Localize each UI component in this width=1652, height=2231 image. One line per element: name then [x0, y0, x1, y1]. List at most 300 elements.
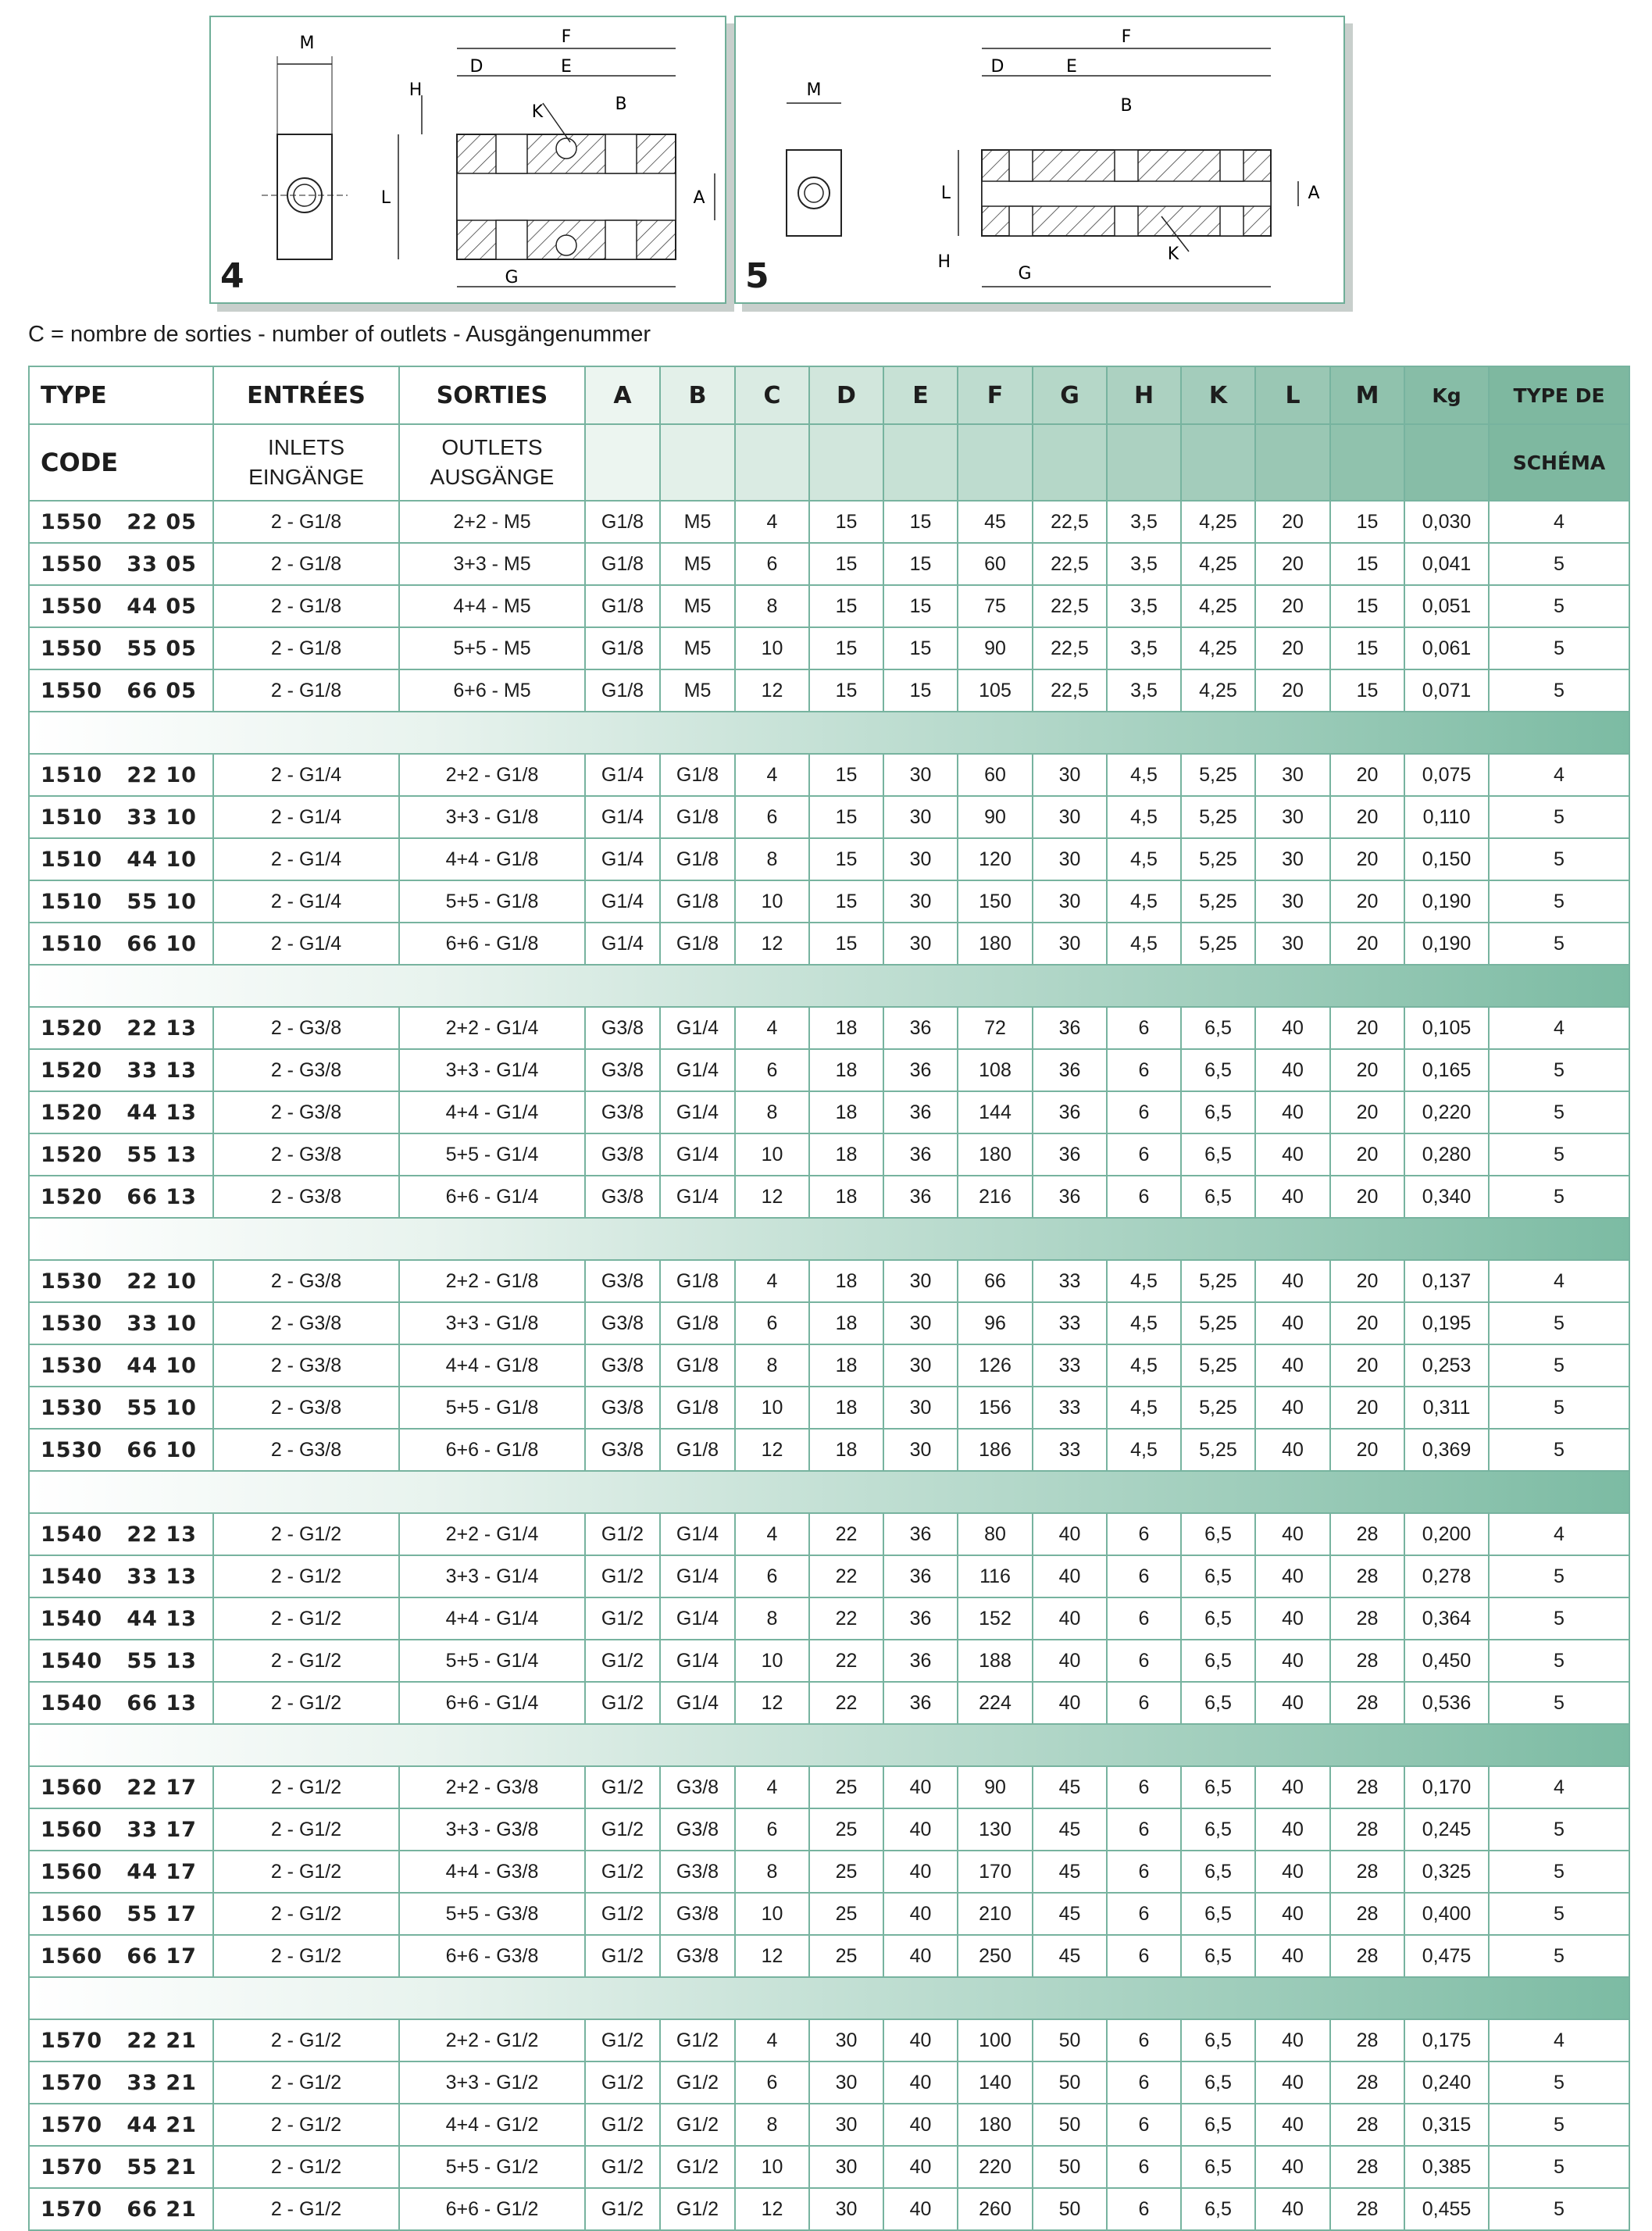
table-cell: 15: [1330, 585, 1404, 627]
table-cell: 22: [809, 1597, 883, 1640]
table-cell: 20: [1330, 754, 1404, 796]
table-cell: 15: [809, 543, 883, 585]
table-cell: 0,315: [1404, 2104, 1489, 2146]
table-cell: 156: [958, 1387, 1033, 1429]
table-cell: 4+4 - G1/4: [399, 1597, 585, 1640]
table-cell: 4,25: [1181, 669, 1255, 712]
table-cell: 186: [958, 1429, 1033, 1471]
table-cell: M5: [660, 585, 735, 627]
table-cell: 20: [1330, 1091, 1404, 1133]
table-cell: G3/8: [585, 1133, 660, 1176]
header-col-a: A: [585, 366, 660, 424]
table-cell: 5: [1489, 543, 1629, 585]
table-cell: G1/4: [660, 1007, 735, 1049]
table-cell: 6: [1107, 1555, 1181, 1597]
table-cell: 15: [809, 585, 883, 627]
table-cell: 5: [1489, 1429, 1629, 1471]
table-cell: 0,041: [1404, 543, 1489, 585]
group-separator-bar: [29, 1218, 1629, 1260]
table-cell: 40: [1255, 1766, 1330, 1808]
table-cell: 2 - G1/2: [213, 1808, 399, 1851]
table-cell: 5: [1489, 1555, 1629, 1597]
table-cell: 6: [735, 796, 809, 838]
table-cell: 0,536: [1404, 1682, 1489, 1724]
table-cell: G1/8: [660, 1302, 735, 1344]
table-cell: G3/8: [585, 1091, 660, 1133]
table-cell: 36: [883, 1049, 958, 1091]
table-cell: 40: [1255, 2104, 1330, 2146]
table-cell: 4+4 - G3/8: [399, 1851, 585, 1893]
header-schema: SCHÉMA: [1489, 424, 1629, 501]
table-cell: 140: [958, 2061, 1033, 2104]
table-cell: 2 - G1/2: [213, 2188, 399, 2230]
table-cell: 5: [1489, 1302, 1629, 1344]
table-cell: 30: [1255, 838, 1330, 880]
table-cell: 5+5 - G1/4: [399, 1133, 585, 1176]
table-cell: 5: [1489, 1808, 1629, 1851]
type-code: 1560 66 17: [29, 1935, 213, 1977]
table-cell: 30: [809, 2104, 883, 2146]
table-cell: 120: [958, 838, 1033, 880]
table-row: [29, 627, 1629, 669]
table-cell: 40: [883, 1935, 958, 1977]
table-cell: 5+5 - G1/8: [399, 880, 585, 923]
table-row: [29, 1682, 1629, 1724]
specification-table: [28, 366, 1630, 2231]
label-K: K: [531, 102, 544, 122]
table-cell: G3/8: [660, 1808, 735, 1851]
table-cell: G1/4: [585, 754, 660, 796]
table-cell: 180: [958, 1133, 1033, 1176]
table-cell: 5: [1489, 669, 1629, 712]
table-cell: 10: [735, 1387, 809, 1429]
table-cell: 30: [1033, 754, 1107, 796]
header-col-c: C: [735, 366, 809, 424]
table-cell: 40: [1255, 1682, 1330, 1724]
table-cell: 0,195: [1404, 1302, 1489, 1344]
table-cell: 2 - G3/8: [213, 1091, 399, 1133]
table-cell: 5: [1489, 1091, 1629, 1133]
table-cell: 6,5: [1181, 2188, 1255, 2230]
table-cell: 30: [1033, 923, 1107, 965]
type-code: 1540 66 13: [29, 1682, 213, 1724]
table-cell: 18: [809, 1302, 883, 1344]
table-cell: 28: [1330, 1555, 1404, 1597]
table-cell: 5: [1489, 627, 1629, 669]
type-code: 1540 44 13: [29, 1597, 213, 1640]
table-cell: G3/8: [660, 1851, 735, 1893]
table-cell: G1/2: [660, 2061, 735, 2104]
table-cell: 5+5 - G1/4: [399, 1640, 585, 1682]
table-cell: 12: [735, 1176, 809, 1218]
header-entrees: ENTRÉES: [213, 366, 399, 424]
table-cell: 0,385: [1404, 2146, 1489, 2188]
table-cell: G1/8: [660, 880, 735, 923]
table-row: [29, 754, 1629, 796]
table-row: [29, 2188, 1629, 2230]
table-cell: 0,455: [1404, 2188, 1489, 2230]
table-cell: 20: [1255, 543, 1330, 585]
table-cell: G3/8: [585, 1007, 660, 1049]
table-cell: 6,5: [1181, 1007, 1255, 1049]
table-cell: 50: [1033, 2104, 1107, 2146]
table-cell: 6: [1107, 1007, 1181, 1049]
label-E: E: [561, 57, 572, 77]
table-cell: 4,25: [1181, 543, 1255, 585]
table-cell: G3/8: [585, 1344, 660, 1387]
table-cell: 2 - G1/8: [213, 543, 399, 585]
table-cell: 220: [958, 2146, 1033, 2188]
table-cell: 6: [735, 1302, 809, 1344]
table-cell: 40: [1255, 1429, 1330, 1471]
type-code: 1570 55 21: [29, 2146, 213, 2188]
table-cell: 30: [883, 880, 958, 923]
table-cell: 6: [1107, 1640, 1181, 1682]
header-blank: [1107, 424, 1181, 501]
label-H: H: [409, 80, 423, 100]
table-cell: 30: [1255, 923, 1330, 965]
group-separator: [29, 1471, 1629, 1513]
table-cell: 0,450: [1404, 1640, 1489, 1682]
header-blank: [585, 424, 660, 501]
table-cell: 36: [1033, 1091, 1107, 1133]
table-cell: 22,5: [1033, 543, 1107, 585]
table-cell: 10: [735, 1640, 809, 1682]
label-F: F: [1121, 27, 1132, 47]
table-cell: 40: [1255, 1260, 1330, 1302]
header-inlets-de: EINGÄNGE: [248, 465, 364, 489]
table-cell: 152: [958, 1597, 1033, 1640]
table-cell: 216: [958, 1176, 1033, 1218]
table-cell: 4+4 - G1/2: [399, 2104, 585, 2146]
table-cell: G1/4: [660, 1049, 735, 1091]
table-cell: 30: [809, 2019, 883, 2061]
table-cell: 2 - G1/2: [213, 1555, 399, 1597]
table-cell: 0,369: [1404, 1429, 1489, 1471]
table-cell: 3+3 - G1/4: [399, 1049, 585, 1091]
table-cell: 5: [1489, 1935, 1629, 1977]
label-B: B: [1120, 96, 1133, 116]
table-cell: 2 - G1/8: [213, 501, 399, 543]
table-cell: G1/4: [585, 880, 660, 923]
table-cell: 10: [735, 1133, 809, 1176]
table-cell: 40: [1255, 2061, 1330, 2104]
table-cell: 2 - G1/2: [213, 2061, 399, 2104]
table-cell: 28: [1330, 2019, 1404, 2061]
table-cell: 2 - G1/2: [213, 2146, 399, 2188]
table-cell: 10: [735, 2146, 809, 2188]
table-cell: 0,051: [1404, 585, 1489, 627]
table-cell: 50: [1033, 2019, 1107, 2061]
table-cell: G1/4: [660, 1176, 735, 1218]
table-cell: 5: [1489, 1851, 1629, 1893]
table-cell: 0,110: [1404, 796, 1489, 838]
header-col-f: F: [958, 366, 1033, 424]
table-cell: 0,400: [1404, 1893, 1489, 1935]
table-cell: G1/2: [660, 2146, 735, 2188]
table-cell: 15: [1330, 669, 1404, 712]
table-cell: 2 - G3/8: [213, 1429, 399, 1471]
table-cell: 6,5: [1181, 1766, 1255, 1808]
type-code: 1570 22 21: [29, 2019, 213, 2061]
table-cell: 40: [1033, 1597, 1107, 1640]
table-cell: 2 - G3/8: [213, 1007, 399, 1049]
table-cell: G1/8: [585, 669, 660, 712]
table-cell: 15: [809, 796, 883, 838]
table-cell: G1/4: [660, 1640, 735, 1682]
table-cell: 144: [958, 1091, 1033, 1133]
table-cell: 28: [1330, 2061, 1404, 2104]
table-cell: 2 - G3/8: [213, 1133, 399, 1176]
table-cell: 15: [809, 754, 883, 796]
table-cell: 5: [1489, 1133, 1629, 1176]
table-cell: 6: [1107, 1766, 1181, 1808]
table-cell: 40: [1255, 1597, 1330, 1640]
table-row: [29, 1007, 1629, 1049]
table-cell: 5: [1489, 1049, 1629, 1091]
header-col-d: D: [809, 366, 883, 424]
table-cell: 15: [809, 627, 883, 669]
table-cell: 170: [958, 1851, 1033, 1893]
table-cell: 40: [1255, 1344, 1330, 1387]
table-cell: 6,5: [1181, 2061, 1255, 2104]
table-cell: 5,25: [1181, 880, 1255, 923]
table-cell: 40: [883, 2019, 958, 2061]
header-col-kg: Kg: [1404, 366, 1489, 424]
type-code: 1520 22 13: [29, 1007, 213, 1049]
table-cell: G1/4: [660, 1682, 735, 1724]
table-cell: 0,325: [1404, 1851, 1489, 1893]
table-row: [29, 1091, 1629, 1133]
table-cell: 5,25: [1181, 1302, 1255, 1344]
table-cell: 2 - G1/8: [213, 669, 399, 712]
table-cell: 6: [1107, 1682, 1181, 1724]
table-cell: 33: [1033, 1344, 1107, 1387]
table-cell: 20: [1330, 1007, 1404, 1049]
table-cell: 5: [1489, 2104, 1629, 2146]
table-cell: 2 - G1/2: [213, 1640, 399, 1682]
table-cell: 4: [735, 1513, 809, 1555]
table-cell: 5: [1489, 1682, 1629, 1724]
table-cell: 0,364: [1404, 1597, 1489, 1640]
table-cell: G1/2: [585, 1808, 660, 1851]
table-row: [29, 1766, 1629, 1808]
table-row: [29, 1302, 1629, 1344]
table-cell: 0,075: [1404, 754, 1489, 796]
table-cell: 18: [809, 1049, 883, 1091]
table-cell: 18: [809, 1260, 883, 1302]
table-cell: 15: [809, 880, 883, 923]
label-A: A: [1308, 184, 1320, 203]
table-cell: 4,5: [1107, 754, 1181, 796]
table-cell: 25: [809, 1808, 883, 1851]
label-G: G: [505, 268, 519, 287]
table-cell: 40: [1255, 2188, 1330, 2230]
table-cell: 4,25: [1181, 501, 1255, 543]
type-code: 1510 55 10: [29, 880, 213, 923]
table-cell: 6,5: [1181, 2019, 1255, 2061]
table-cell: 6: [735, 1555, 809, 1597]
group-separator: [29, 1977, 1629, 2019]
table-cell: 90: [958, 627, 1033, 669]
table-cell: G1/2: [585, 1640, 660, 1682]
table-cell: 6,5: [1181, 1091, 1255, 1133]
table-cell: 5: [1489, 2146, 1629, 2188]
table-cell: G1/8: [585, 585, 660, 627]
table-cell: 18: [809, 1007, 883, 1049]
table-cell: 4: [1489, 1513, 1629, 1555]
table-cell: 6: [1107, 1893, 1181, 1935]
table-cell: 2 - G1/2: [213, 1851, 399, 1893]
schema-number: 5: [745, 256, 769, 296]
table-cell: 20: [1255, 501, 1330, 543]
table-cell: 0,245: [1404, 1808, 1489, 1851]
table-cell: 5: [1489, 1176, 1629, 1218]
table-cell: 6: [735, 1049, 809, 1091]
table-cell: 2 - G3/8: [213, 1176, 399, 1218]
table-cell: 40: [1255, 1387, 1330, 1429]
table-cell: 15: [809, 669, 883, 712]
table-cell: 0,175: [1404, 2019, 1489, 2061]
table-cell: 25: [809, 1851, 883, 1893]
table-cell: 45: [1033, 1893, 1107, 1935]
table-cell: 18: [809, 1176, 883, 1218]
header-blank: [735, 424, 809, 501]
table-cell: 30: [1255, 796, 1330, 838]
group-separator: [29, 965, 1629, 1007]
table-cell: 3+3 - M5: [399, 543, 585, 585]
type-code: 1530 66 10: [29, 1429, 213, 1471]
table-cell: 36: [1033, 1049, 1107, 1091]
table-cell: 6+6 - G1/8: [399, 1429, 585, 1471]
table-cell: 40: [883, 1851, 958, 1893]
table-cell: G1/8: [660, 1429, 735, 1471]
label-L: L: [380, 188, 391, 208]
table-cell: 90: [958, 1766, 1033, 1808]
header-blank: [1255, 424, 1330, 501]
table-cell: G1/2: [585, 1513, 660, 1555]
group-separator: [29, 712, 1629, 754]
table-cell: 4,5: [1107, 1260, 1181, 1302]
table-row: [29, 1851, 1629, 1893]
table-cell: 2 - G1/4: [213, 923, 399, 965]
table-row: [29, 838, 1629, 880]
table-cell: 40: [1255, 1133, 1330, 1176]
table-cell: 3,5: [1107, 585, 1181, 627]
table-cell: 75: [958, 585, 1033, 627]
table-cell: 0,105: [1404, 1007, 1489, 1049]
table-cell: G1/8: [660, 754, 735, 796]
table-cell: G3/8: [585, 1429, 660, 1471]
table-cell: 20: [1330, 1302, 1404, 1344]
table-cell: 22: [809, 1682, 883, 1724]
table-cell: 150: [958, 880, 1033, 923]
table-cell: 10: [735, 880, 809, 923]
table-cell: 2 - G1/2: [213, 1513, 399, 1555]
table-cell: 6: [1107, 1935, 1181, 1977]
table-cell: 20: [1255, 669, 1330, 712]
label-A: A: [693, 188, 705, 208]
table-cell: G3/8: [585, 1260, 660, 1302]
table-cell: 0,190: [1404, 923, 1489, 965]
table-cell: 2 - G3/8: [213, 1344, 399, 1387]
type-code: 1540 55 13: [29, 1640, 213, 1682]
table-cell: 36: [883, 1176, 958, 1218]
table-cell: 40: [1033, 1640, 1107, 1682]
group-separator-bar: [29, 965, 1629, 1007]
table-cell: 2+2 - G1/8: [399, 754, 585, 796]
table-cell: 20: [1255, 585, 1330, 627]
table-cell: 5+5 - M5: [399, 627, 585, 669]
table-cell: G1/2: [585, 2019, 660, 2061]
table-cell: 0,340: [1404, 1176, 1489, 1218]
table-cell: 36: [883, 1597, 958, 1640]
table-cell: 8: [735, 1091, 809, 1133]
table-row: [29, 1049, 1629, 1091]
header-col-l: L: [1255, 366, 1330, 424]
table-cell: 0,165: [1404, 1049, 1489, 1091]
table-row: [29, 1640, 1629, 1682]
group-separator: [29, 1218, 1629, 1260]
table-cell: 3+3 - G1/8: [399, 1302, 585, 1344]
table-cell: 2 - G1/2: [213, 1766, 399, 1808]
table-cell: 2 - G1/4: [213, 880, 399, 923]
table-cell: 2 - G1/2: [213, 2104, 399, 2146]
table-cell: 3,5: [1107, 543, 1181, 585]
table-cell: 28: [1330, 2188, 1404, 2230]
table-cell: 2 - G1/4: [213, 838, 399, 880]
table-row: [29, 2146, 1629, 2188]
table-cell: 40: [1255, 1640, 1330, 1682]
table-cell: 130: [958, 1808, 1033, 1851]
table-cell: 22: [809, 1555, 883, 1597]
group-separator-bar: [29, 1724, 1629, 1766]
table-row: [29, 1260, 1629, 1302]
table-cell: 2+2 - M5: [399, 501, 585, 543]
label-M: M: [806, 80, 822, 100]
table-cell: 0,170: [1404, 1766, 1489, 1808]
table-row: [29, 1344, 1629, 1387]
table-cell: 40: [1255, 1302, 1330, 1344]
table-cell: G1/4: [585, 838, 660, 880]
type-code: 1530 33 10: [29, 1302, 213, 1344]
table-cell: 6,5: [1181, 1555, 1255, 1597]
table-cell: 36: [1033, 1007, 1107, 1049]
table-cell: 5+5 - G1/2: [399, 2146, 585, 2188]
table-row: [29, 585, 1629, 627]
table-cell: 180: [958, 2104, 1033, 2146]
type-code: 1550 22 05: [29, 501, 213, 543]
header-outlets-en: OUTLETS: [441, 435, 543, 459]
table-cell: 5: [1489, 1597, 1629, 1640]
table-cell: 30: [883, 1344, 958, 1387]
table-cell: 20: [1255, 627, 1330, 669]
table-cell: 5: [1489, 1387, 1629, 1429]
group-separator-bar: [29, 1471, 1629, 1513]
table-cell: 4: [735, 501, 809, 543]
table-cell: 22: [809, 1513, 883, 1555]
table-cell: 6,5: [1181, 2146, 1255, 2188]
table-cell: 10: [735, 1893, 809, 1935]
table-cell: 6: [735, 1808, 809, 1851]
table-cell: 5,25: [1181, 796, 1255, 838]
table-cell: 30: [1033, 838, 1107, 880]
table-cell: 22,5: [1033, 501, 1107, 543]
type-code: 1520 55 13: [29, 1133, 213, 1176]
table-cell: 36: [1033, 1133, 1107, 1176]
table-cell: 30: [883, 1302, 958, 1344]
table-cell: 8: [735, 838, 809, 880]
